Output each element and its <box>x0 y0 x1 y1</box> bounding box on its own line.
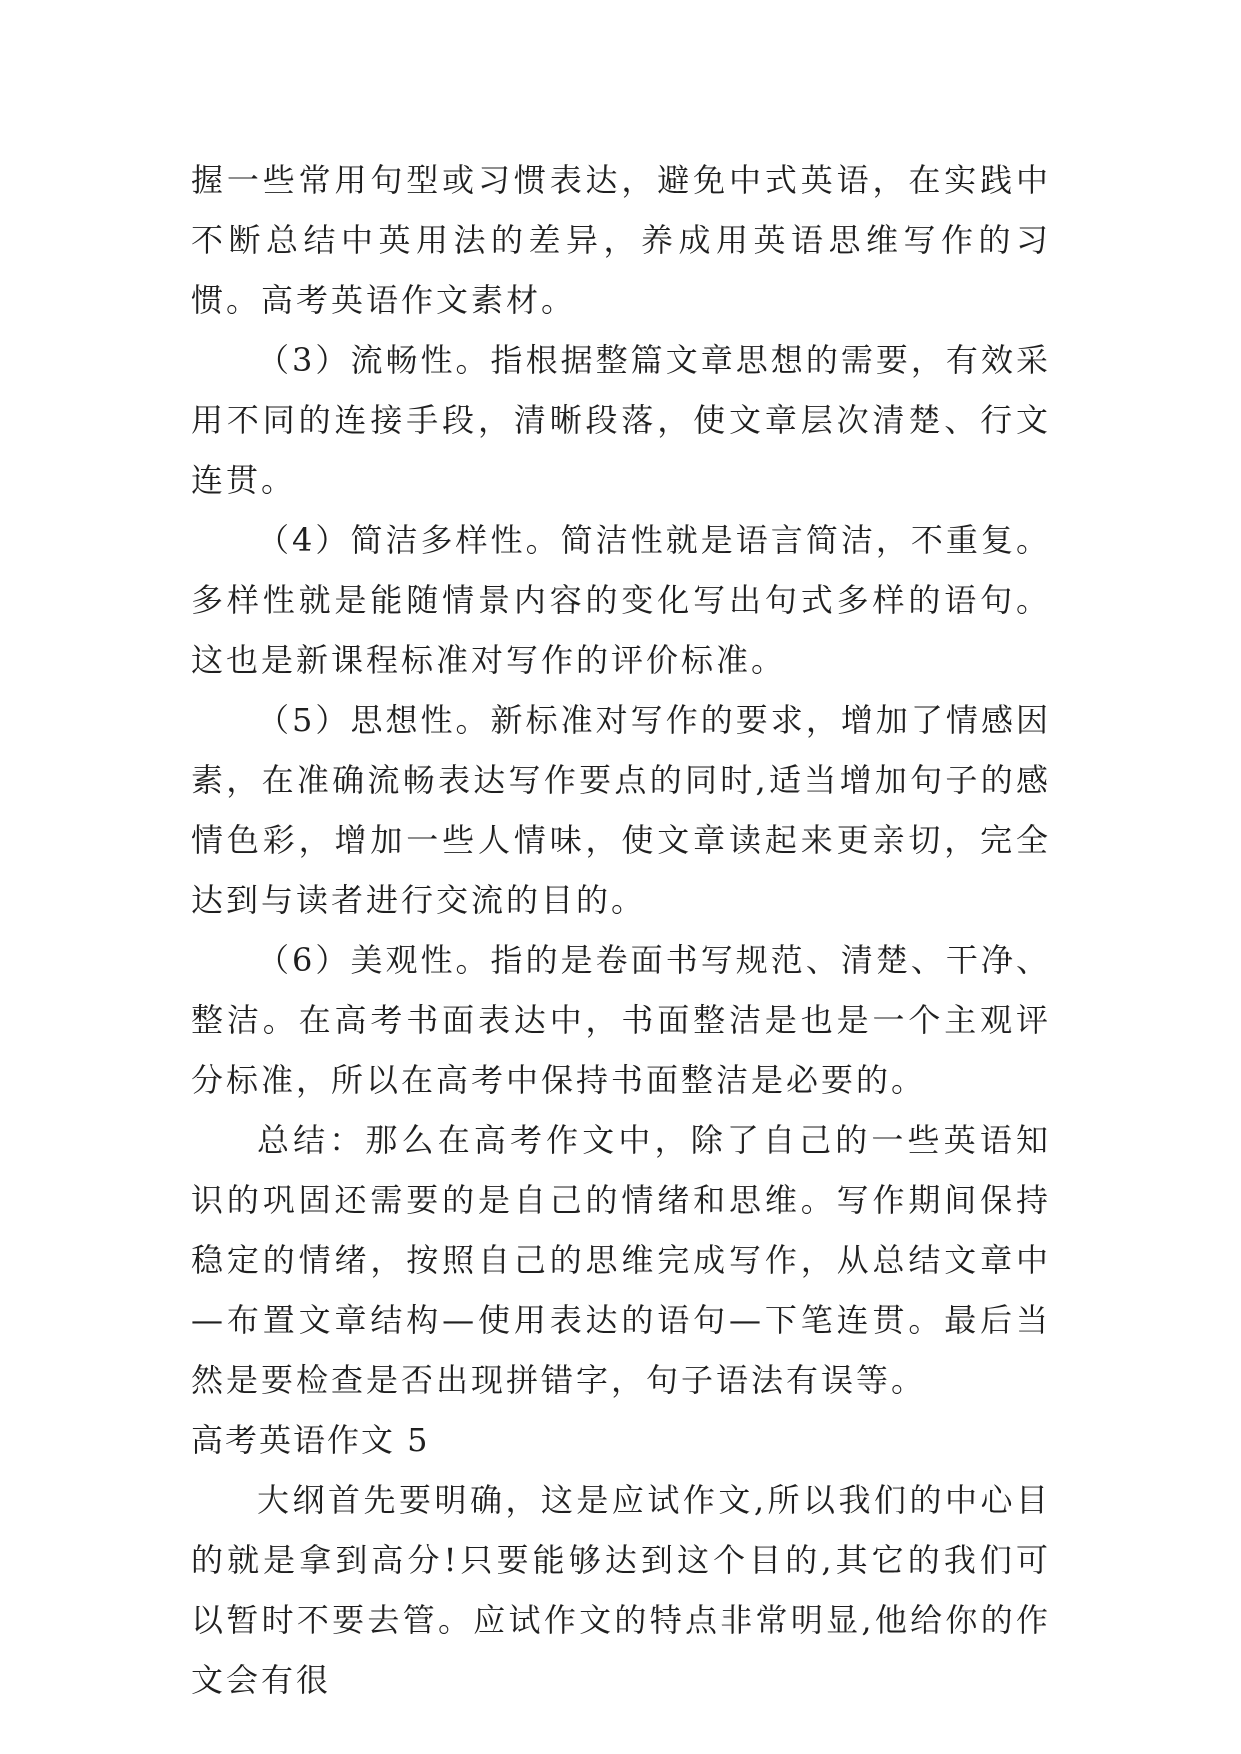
paragraph-continuation: 握一些常用句型或习惯表达，避免中式英语，在实践中不断总结中英用法的差异，养成用英语思维写作的习惯。高考英语作文素材。 <box>191 161 1051 319</box>
document-body <box>191 150 1051 1710</box>
paragraph-thought: （5）思想性。新标准对写作的要求，增加了情感因素，在准确流畅表达写作要点的同时,适当增加句子的感情色彩，增加一些人情味，使文章读起来更亲切，完全达到与读者进行交流的目的。 <box>191 701 1051 919</box>
section-heading: 高考英语作文 5 <box>191 1421 430 1459</box>
paragraph-summary: 总结：那么在高考作文中，除了自己的一些英语知识的巩固还需要的是自己的情绪和思维。写作期间保持稳定的情绪，按照自己的思维完成写作，从总结文章中—布置文章结构—使用表达的语句—下笔连贯。最后当然是要检查是否出现拼错字，句子语法有误等。 <box>191 1121 1051 1399</box>
paragraph-outline: 大纲首先要明确，这是应试作文,所以我们的中心目的就是拿到高分!只要能够达到这个目的,其它的我们可以暂时不要去管。应试作文的特点非常明显,他给你的作文会有很 <box>191 1481 1051 1699</box>
paragraph-concise-variety: （4）简洁多样性。简洁性就是语言简洁，不重复。多样性就是能随情景内容的变化写出句式多样的语句。这也是新课程标准对写作的评价标准。 <box>191 521 1051 679</box>
paragraph-fluency: （3）流畅性。指根据整篇文章思想的需要，有效采用不同的连接手段，清晰段落，使文章层次清楚、行文连贯。 <box>191 341 1051 499</box>
paragraph-appearance: （6）美观性。指的是卷面书写规范、清楚、干净、整洁。在高考书面表达中，书面整洁是也是一个主观评分标准，所以在高考中保持书面整洁是必要的。 <box>191 941 1051 1099</box>
